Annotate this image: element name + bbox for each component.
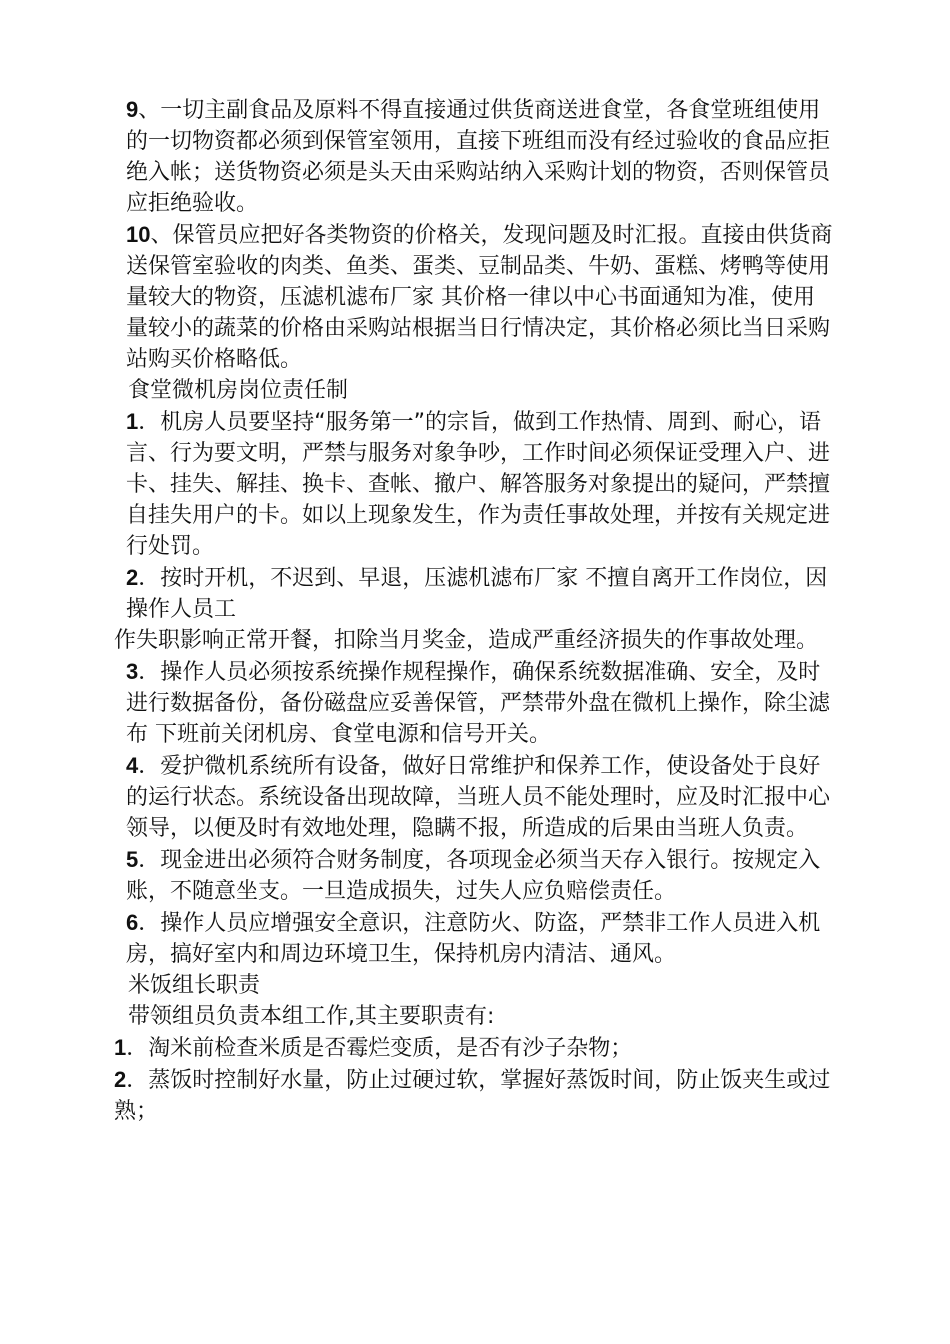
paragraph-room-6 [114,907,836,970]
paragraph-room-2 [114,562,836,625]
paragraph-rice-2 [114,1064,836,1127]
item-number: 1 [126,409,139,434]
paragraph-text: 作失职影响正常开餐，扣除当月奖金，造成严重经济损失的作事故处理。 [114,628,819,653]
item-number: 2 [114,1067,127,1092]
paragraph-10 [114,219,836,375]
paragraph-room-4 [114,750,836,844]
paragraph-rice-1 [114,1032,836,1064]
paragraph-room-2-continued [114,625,836,656]
paragraph-text: ．爱护微机系统所有设备，做好日常维护和保养工作，使设备处于良好的运行状态。系统设备出现故障，当班人员不能处理时，应及时汇报中心领导，以便及时有效地处理，隐瞒不报，所造成的后果由当班人负责。 [126,754,831,841]
paragraph-text: 带领组员负责本组工作,其主要职责有: [128,1004,495,1029]
paragraph-text: ．淘米前检查米质是否霉烂变质，是否有沙子杂物； [126,1036,633,1061]
paragraph-room-5 [114,844,836,907]
paragraph-text: ．按时开机，不迟到、早退，压滤机滤布厂家 不擅自离开工作岗位，因操作人员工 [126,566,828,622]
paragraph-text: 、一切主副食品及原料不得直接通过供货商送进食堂，各食堂班组使用的一切物资都必须到保管室领用，直接下班组而没有经过验收的食品应拒绝入帐；送货物资必须是头天由采购站纳入采购计划的物资，否则保管员应拒绝验收。 [126,98,831,216]
item-number: 5 [126,847,139,872]
paragraph-room-1 [114,406,836,562]
item-number: 3 [126,659,139,684]
paragraph-text: ．蒸饭时控制好水量，防止过硬过软，掌握好蒸饭时间，防止饭夹生或过熟； [114,1068,831,1124]
document-page [114,94,836,1127]
paragraph-text: ．现金进出必须符合财务制度，各项现金必须当天存入银行。按规定入账，不随意坐支。一旦造成损失，过失人应负赔偿责任。 [126,848,821,904]
paragraph-rice-intro [114,1001,836,1032]
section-heading-rice-leader [114,970,836,1001]
item-number: 1 [114,1035,127,1060]
item-number: 9 [126,97,139,122]
item-number: 2 [126,565,139,590]
paragraph-9 [114,94,836,219]
paragraph-text: 、保管员应把好各类物资的价格关，发现问题及时汇报。直接由供货商送保管室验收的肉类、鱼类、蛋类、豆制品类、牛奶、蛋糕、烤鸭等使用量较大的物资，压滤机滤布厂家 其价格一律以中心书面通知为准，使用量较小的蔬菜的价格由采购站根据当日行情决定，其价格必须比当日采购站购买价格略低。 [126,223,833,372]
heading-text: 食堂微机房岗位责任制 [128,378,349,403]
paragraph-text: ．操作人员应增强安全意识，注意防火、防盗，严禁非工作人员进入机房，搞好室内和周边环境卫生，保持机房内清洁、通风。 [126,911,821,967]
item-number: 10 [126,222,151,247]
item-number: 4 [126,753,139,778]
paragraph-text: ．操作人员必须按系统操作规程操作，确保系统数据准确、安全，及时进行数据备份，备份磁盘应妥善保管，严禁带外盘在微机上操作，除尘滤布 下班前关闭机房、食堂电源和信号开关。 [126,660,831,747]
paragraph-room-3 [114,656,836,750]
item-number: 6 [126,910,139,935]
section-heading-computer-room [114,375,836,406]
heading-text: 米饭组长职责 [128,973,261,998]
paragraph-text: ．机房人员要坚持“服务第一”的宗旨，做到工作热情、周到、耐心，语言、行为要文明，严禁与服务对象争吵，工作时间必须保证受理入户、进卡、挂失、解挂、换卡、查帐、撤户、解答服务对象提出的疑问，严禁擅自挂失用户的卡。如以上现象发生，作为责任事故处理，并按有关规定进行处罚。 [126,410,831,559]
